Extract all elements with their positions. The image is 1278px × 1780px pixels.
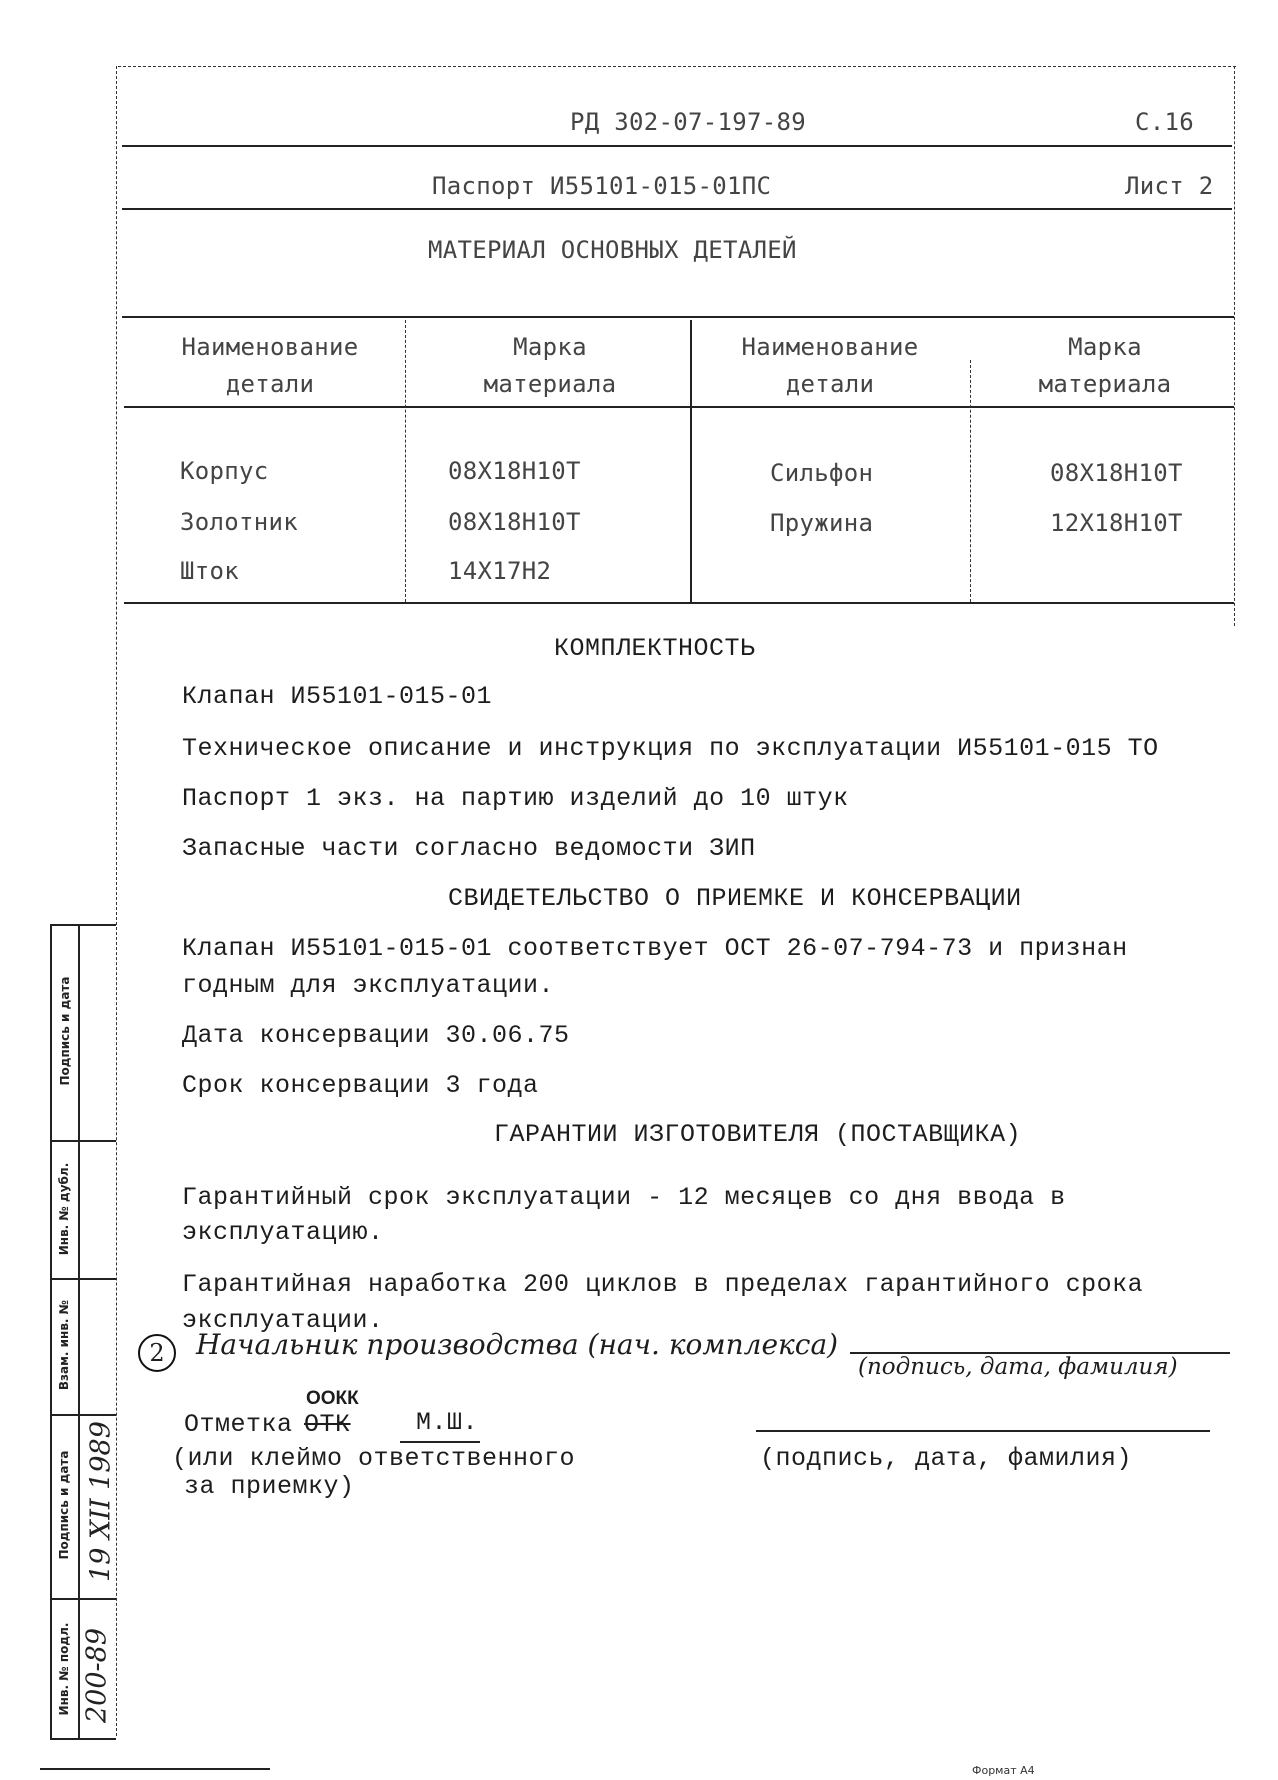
ookk-label: ООКК: [306, 1388, 359, 1409]
table-cell: Золотник: [180, 508, 298, 536]
stamp-mark: М.Ш.: [416, 1408, 479, 1437]
table-cell: Сильфон: [770, 459, 874, 487]
circled-number: 2: [138, 1334, 176, 1372]
doc-code: РД 302-07-197-89: [570, 108, 806, 136]
sidebar-handwritten-date: 19 XII 1989: [85, 1421, 117, 1582]
certificate-line-2: годным для эксплуатации.: [182, 971, 555, 1000]
th-mark-2: Марка: [1068, 333, 1142, 361]
table-col-line-3: [970, 360, 971, 602]
stamp-note-line-1: (или клеймо ответственного: [172, 1444, 576, 1473]
bottom-left-line: [40, 1768, 270, 1770]
sidebar-vzam: Взам. инв. №: [57, 1299, 71, 1391]
warranty-p2-line-1: Гарантийная наработка 200 циклов в пределах гарантийного срока: [182, 1270, 1144, 1299]
sidebar-sign-date-top: Подпись и дата: [58, 976, 72, 1086]
table-cell: 08Х18Н10Т: [448, 508, 581, 536]
sidebar-divider: [50, 924, 116, 926]
completeness-title: КОМПЛЕКТНОСТЬ: [554, 634, 756, 663]
signature-line: [756, 1430, 1210, 1432]
conservation-term: Срок консервации 3 года: [182, 1071, 539, 1100]
conservation-date: Дата консервации 30.06.75: [182, 1021, 570, 1050]
warranty-title: ГАРАНТИИ ИЗГОТОВИТЕЛЯ (ПОСТАВЩИКА): [494, 1120, 1022, 1149]
th-mark-1-sub: материала: [483, 370, 617, 398]
sign-hint-handwritten: (подпись, дата, фамилия): [858, 1354, 1178, 1380]
sidebar-inv-dubl: Инв. № дубл.: [57, 1162, 71, 1256]
table-col-line-2: [690, 320, 692, 602]
list-item: Клапан И55101-015-01: [182, 682, 493, 711]
sidebar-inv-podl: Инв. № подл.: [57, 1622, 71, 1716]
stamp-mark-underline: [400, 1441, 480, 1443]
th-part-2-sub: детали: [785, 370, 875, 398]
table-cell: Корпус: [180, 457, 269, 485]
list-item: Паспорт 1 экз. на партию изделий до 10 штук: [182, 784, 849, 813]
signature-caption: (подпись, дата, фамилия): [760, 1444, 1133, 1473]
page-number: С.16: [1135, 108, 1194, 136]
header-line-1: [122, 145, 1232, 147]
table-cell: 14Х17Н2: [448, 557, 552, 585]
format-note: Формат А4: [972, 1764, 1035, 1777]
frame-right: [1234, 66, 1235, 626]
passport-title: Паспорт И55101-015-01ПС: [432, 172, 772, 200]
table-cell: Шток: [180, 557, 239, 585]
frame-top: [118, 66, 1236, 67]
sheet-number: Лист 2: [1125, 172, 1214, 200]
certificate-line-1: Клапан И55101-015-01 соответствует ОСТ 26-07-794-73 и признан: [182, 934, 1128, 963]
table-cell: 08Х18Н10Т: [448, 457, 581, 485]
th-mark-1: Марка: [513, 333, 587, 361]
sign-hint-line: [850, 1352, 1230, 1354]
warranty-p2-line-2: эксплуатации.: [182, 1306, 384, 1335]
sidebar-handwritten-number: 200-89: [81, 1628, 113, 1724]
stamp-label: Отметка: [184, 1410, 293, 1439]
th-part-1-sub: детали: [225, 370, 315, 398]
table-cell: Пружина: [770, 509, 874, 537]
th-part-2: Наименование: [741, 333, 919, 361]
sidebar-sign-date-bottom: Подпись и дата: [57, 1450, 71, 1560]
table-cell: 08Х18Н10Т: [1050, 459, 1183, 487]
table-col-line-1: [405, 320, 406, 602]
stamp-struck: ОТК: [304, 1410, 351, 1439]
table-cell: 12Х18Н10Т: [1050, 509, 1183, 537]
list-item: Техническое описание и инструкция по эксплуатации И55101-015 ТО: [182, 734, 1159, 763]
table-top-line: [122, 316, 1234, 318]
table-header-line: [124, 406, 1234, 408]
sidebar-inner-line: [78, 924, 80, 1740]
th-mark-2-sub: материала: [1038, 370, 1172, 398]
chief-handwritten: Начальник производства (нач. комплекса): [196, 1328, 839, 1361]
stamp-note-line-2: за приемку): [184, 1472, 355, 1501]
th-part-1: Наименование: [181, 333, 359, 361]
warranty-p1-line-2: эксплуатацию.: [182, 1218, 384, 1247]
table-bottom-line: [124, 602, 1234, 604]
header-line-2: [122, 208, 1232, 210]
materials-title: МАТЕРИАЛ ОСНОВНЫХ ДЕТАЛЕЙ: [428, 236, 797, 264]
certificate-title: СВИДЕТЕЛЬСТВО О ПРИЕМКЕ И КОНСЕРВАЦИИ: [448, 884, 1022, 913]
sidebar-outer-line: [50, 924, 52, 1740]
warranty-p1-line-1: Гарантийный срок эксплуатации - 12 месяцев со дня ввода в: [182, 1183, 1066, 1212]
list-item: Запасные части согласно ведомости ЗИП: [182, 834, 756, 863]
